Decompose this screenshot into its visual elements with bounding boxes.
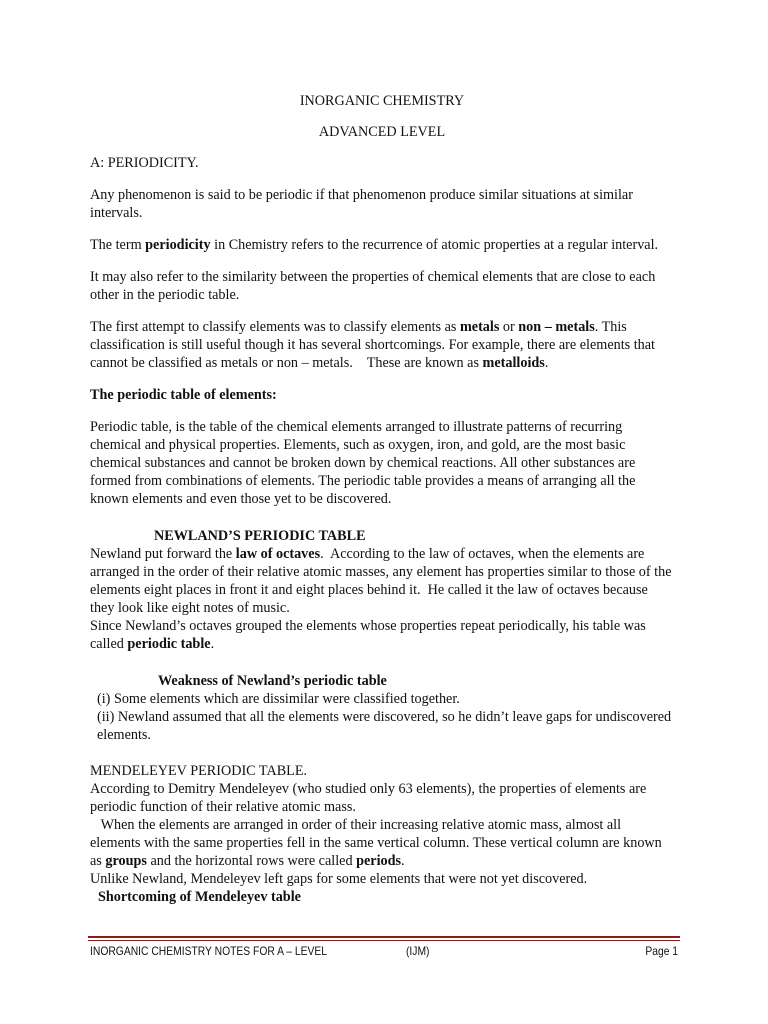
text-run: Newland put forward the <box>90 546 236 562</box>
section-heading-mendeleyev: MENDELEYEV PERIODIC TABLE. <box>90 763 308 779</box>
text-run: or <box>499 319 519 335</box>
paragraph-mendeleyev-law: According to Demitry Mendeleyev (who studied only 63 elements), the properties of elements are periodic function of their relative atomic mass. <box>90 781 647 815</box>
section-heading-newland: NEWLAND’S PERIODIC TABLE <box>154 528 366 544</box>
text-run: in Chemistry refers to the recurrence of atomic properties at a regular interval. <box>210 237 659 253</box>
paragraph-periodicity-term <box>90 236 674 254</box>
document-level: ADVANCED LEVEL <box>318 124 446 140</box>
section-heading-periodic-table: The periodic table of elements: <box>90 387 277 403</box>
term-periodicity: periodicity <box>145 237 211 253</box>
term-metals: metals <box>459 319 500 335</box>
paragraph-groups-periods <box>90 816 674 870</box>
text-run: . <box>544 355 549 371</box>
weakness-item-2: (ii) Newland assumed that all the elements were discovered, so he didn’t leave gaps for undiscovered elements. <box>97 709 672 743</box>
paragraph-law-of-octaves <box>90 545 674 617</box>
text-run: Since Newland’s octaves grouped the elements whose properties repeat periodically, his table was called <box>90 618 646 652</box>
paragraph-periodic-table: Periodic table, is the table of the chemical elements arranged to illustrate patterns of recurring chemical and physical properties. Elements, such as oxygen, iron, and gold, are the most basic chemical substances and cannot be broken down by chemical reactions. All other substances are formed from combinations of elements. The periodic table provides a means of arranging all the known elements and even those yet to be discovered. <box>90 419 636 507</box>
text-run: . This classification is still useful though it has several shortcomings. For example, there are elements that cannot be classified as metals or non – metals. These are known as <box>90 319 659 371</box>
paragraph-classification <box>90 318 674 372</box>
section-heading-periodicity: A: PERIODICITY. <box>90 155 199 171</box>
document-title: INORGANIC CHEMISTRY <box>299 93 465 109</box>
footer-rule-top <box>88 936 680 938</box>
text-run: The first attempt to classify elements was to classify elements as <box>90 319 460 335</box>
text-run: . According to the law of octaves, when the elements are arranged in the order of their relative atomic masses, any element has properties similar to those of the elements eight places in front it and eight places behind it. He called it the law of octaves because they look like eight notes of music. <box>90 546 676 616</box>
weakness-item-1: (i) Some elements which are dissimilar were classified together. <box>97 691 460 707</box>
paragraph-similarity: It may also refer to the similarity between the properties of chemical elements that are close to each other in the periodic table. <box>90 269 656 303</box>
section-heading-shortcoming: Shortcoming of Mendeleyev table <box>98 889 301 905</box>
term-groups: groups <box>105 853 147 869</box>
footer-page-number: Page 1 <box>645 944 678 958</box>
text-run: The term <box>90 237 146 253</box>
page-footer <box>88 944 680 962</box>
term-periods: periods <box>356 853 402 869</box>
section-heading-weakness: Weakness of Newland’s periodic table <box>158 673 387 689</box>
term-law-of-octaves: law of octaves <box>235 546 321 562</box>
page-body <box>90 92 674 906</box>
footer-author: (IJM) <box>406 944 430 958</box>
text-run: When the elements are arranged in order of their increasing relative atomic mass, almost all elements with the same properties fell in the same vertical column. These vertical column are known as <box>90 817 666 869</box>
paragraph-gaps: Unlike Newland, Mendeleyev left gaps for some elements that were not yet discovered. <box>90 871 588 887</box>
paragraph-newland-table-name <box>90 617 674 653</box>
paragraph-periodic-definition: Any phenomenon is said to be periodic if that phenomenon produce similar situations at similar intervals. <box>90 187 633 221</box>
term-non-metals: non – metals <box>518 319 595 335</box>
text-run: and the horizontal rows were called <box>146 853 357 869</box>
text-run: . <box>401 853 405 869</box>
footer-title: INORGANIC CHEMISTRY NOTES FOR A – LEVEL <box>90 944 328 958</box>
footer-rule-bottom <box>88 940 680 941</box>
term-metalloids: metalloids <box>482 355 545 371</box>
text-run: . <box>210 636 215 652</box>
term-periodic-table: periodic table <box>127 636 211 652</box>
